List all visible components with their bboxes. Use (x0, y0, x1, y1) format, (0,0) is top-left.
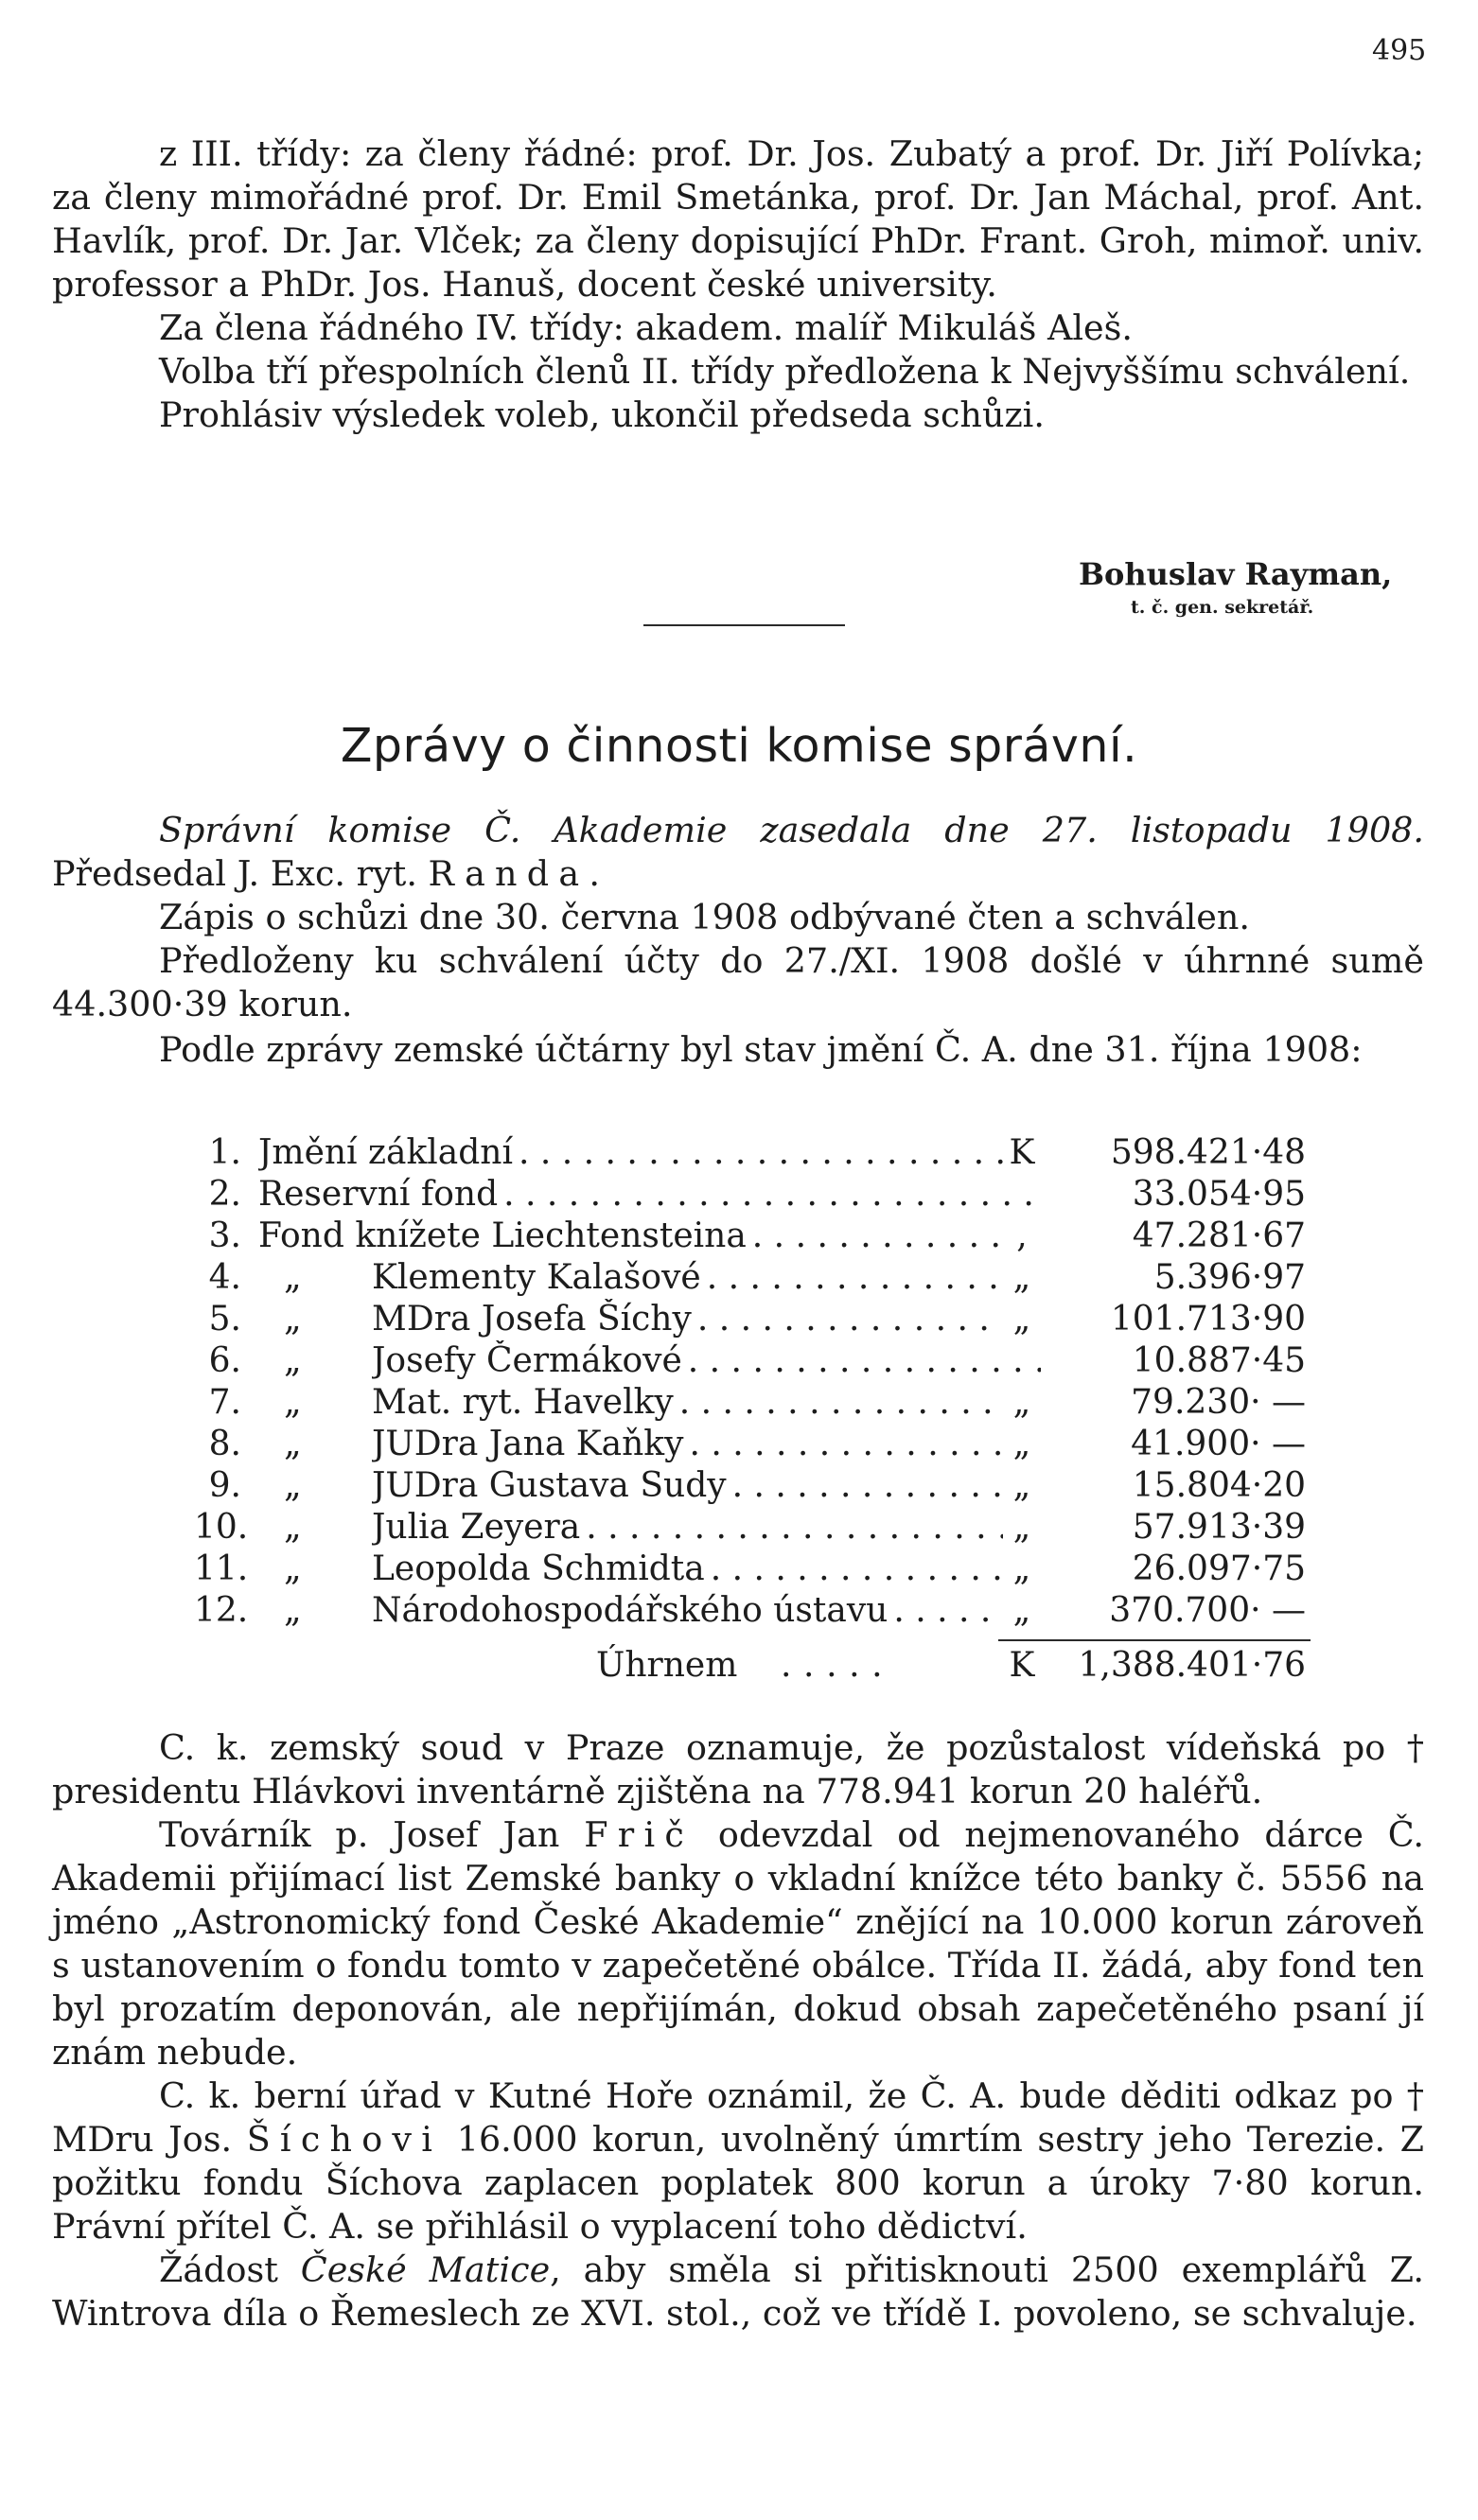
row-name: JUDra Gustava Sudy . . . (372, 1465, 1162, 1507)
row-number: 8. (208, 1425, 241, 1463)
row-amount: 5.396·97 (1041, 1257, 1306, 1299)
row-ditto-mark: „ (284, 1591, 302, 1630)
paragraph-external-members: Volba tří přespolních členů II. třídy předložena k Nejvyššímu schválení. (159, 351, 1411, 392)
p2-end: odevzdal od nejmenovaného dárce Č. Akademii přijímací list Zemské banky o vkladní knížce této banky č. 5556 na jméno „Astronomický fond České Akademie“ znějící na 10.000 korun zároveň s ustanovením o fondu tomto v zapečetěné obálce. Třída II. žádá, aby fond ten byl prozatím deponován, ale nepřijímán, dokud obsah zapečetěného psaní jí znám nebude. (52, 1814, 1424, 2073)
row-currency: „ (1003, 1424, 1041, 1465)
row-currency: „ (1003, 1549, 1041, 1590)
paragraph-assets-intro: Podle zprávy zemské účtárny byl stav jmění Č. A. dne 31. října 1908: (159, 1029, 1363, 1070)
row-amount: 101.713·90 (1041, 1299, 1306, 1340)
session-rest: Předsedal J. Exc. ryt. (52, 853, 429, 894)
session-end: . (589, 853, 600, 894)
row-name: MDra Josefa Šíchy . . . (372, 1299, 1162, 1340)
table-row (194, 1340, 1311, 1382)
paragraph-minutes: Zápis o schůzi dne 30. června 1908 odbývané čten a schválen. (159, 897, 1251, 937)
row-number: 4. (208, 1258, 241, 1297)
row-amount: 598.421·48 (1041, 1132, 1306, 1174)
session-chair-name: Randa (428, 853, 589, 894)
row-name: Leopolda Schmidta . . . (372, 1549, 1162, 1590)
row-name: Reservní fond . . . (258, 1174, 1162, 1216)
row-number: 10. (194, 1508, 249, 1547)
row-ditto-mark: „ (284, 1300, 302, 1339)
paragraph-class-four-member: Za člena řádného IV. třídy: akadem. malíř Mikuláš Aleš. (159, 307, 1133, 348)
row-currency: „ (1003, 1382, 1041, 1424)
row-amount: 370.700· — (1041, 1590, 1306, 1632)
row-name: Fond knížete Liechtensteina . . . (258, 1216, 1162, 1257)
row-currency: „ (1003, 1257, 1041, 1299)
signature-role: t. č. gen. sekretář. (1131, 597, 1314, 618)
paragraph-accounts: Předloženy ku schválení účty do 27./XI. 1908 došlé v úhrnné sumě 44.300·39 korun. (52, 940, 1424, 1024)
p3-spaced-name: Šíchovi (246, 2119, 443, 2160)
row-amount: 33.054·95 (1041, 1174, 1306, 1216)
row-number: 7. (208, 1383, 241, 1422)
row-ditto-mark: „ (284, 1258, 302, 1297)
row-amount: 57.913·39 (1041, 1507, 1306, 1549)
assets-table (194, 1132, 1311, 1685)
p2-spaced-name: Frič (584, 1814, 695, 1855)
row-currency: „ (1003, 1507, 1041, 1549)
commission-section (52, 809, 1424, 1072)
paragraph-hlavka-estate: C. k. zemský soud v Praze oznamuje, že pozůstalost vídeňská po † presidentu Hlávkovi inventárně zjištěna na 778.941 korun 20 haléřů. (52, 1727, 1424, 1811)
table-row (194, 1174, 1311, 1216)
session-italic: Správní komise Č. Akademie zasedala dne 27. listopadu 1908. (159, 810, 1424, 850)
assets-table-rows (194, 1132, 1311, 1632)
row-ditto-mark: „ (284, 1508, 302, 1547)
table-row (194, 1382, 1311, 1424)
row-amount: 47.281·67 (1041, 1216, 1306, 1257)
row-number: 3. (208, 1216, 241, 1255)
row-number: 2. (208, 1175, 241, 1214)
elections-section (52, 132, 1424, 437)
row-name: Jmění základní . . . (258, 1132, 1162, 1174)
table-row (194, 1549, 1311, 1590)
section-separator (643, 624, 845, 626)
row-currency: „ (1003, 1465, 1041, 1507)
total-currency: K (1003, 1645, 1041, 1687)
p4-italic: České Matice (300, 2249, 551, 2290)
row-ditto-mark: „ (284, 1466, 302, 1505)
row-name: Klementy Kalašové . . . (372, 1257, 1162, 1299)
row-number: 11. (194, 1549, 249, 1588)
paragraph-closing: Prohlásiv výsledek voleb, ukončil předseda schůzi. (159, 394, 1045, 435)
row-number: 6. (208, 1341, 241, 1380)
table-row (194, 1216, 1311, 1257)
row-name: JUDra Jana Kaňky . . . (372, 1424, 1162, 1465)
paragraph-matice-request (52, 2249, 1424, 2336)
row-ditto-mark: „ (284, 1549, 302, 1588)
table-row (194, 1132, 1311, 1174)
table-row (194, 1257, 1311, 1299)
p3-start: C. k. berní úřad v Kutné Hoře oznámil, že Č. A. bude děditi odkaz po † MDru Jos. (52, 2075, 1424, 2160)
sum-line (998, 1639, 1311, 1641)
table-row (194, 1465, 1311, 1507)
p3-end: 16.000 korun, uvolněný úmrtím sestry jeho Terezie. Z požitku fondu Šíchova zaplacen poplatek 800 korun a úroky 7·80 korun. Právní přítel Č. A. se přihlásil o vyplacení toho dědictví. (52, 2119, 1424, 2247)
row-amount: 10.887·45 (1041, 1340, 1306, 1382)
total-amount: 1,388.401·76 (1041, 1645, 1306, 1687)
page-number: 495 (1372, 34, 1427, 67)
table-row (194, 1424, 1311, 1465)
p4-start: Žádost (159, 2249, 301, 2290)
row-number: 5. (208, 1300, 241, 1339)
notices-section (52, 1726, 1424, 2336)
row-number: 12. (194, 1591, 249, 1630)
total-label: Úhrnem (596, 1646, 738, 1685)
row-currency: , (1003, 1216, 1041, 1257)
row-number: 9. (208, 1466, 241, 1505)
paragraph-class-three-members: z III. třídy: za členy řádné: prof. Dr. Jos. Zubatý a prof. Dr. Jiří Polívka; za členy mimořádné prof. Dr. Emil Smetánka, prof. Dr. Jan Máchal, prof. Ant. Havlík, prof. Dr. Jar. Vlček; za členy dopisující PhDr. Frant. Groh, mimoř. univ. professor a PhDr. Jos. Hanuš, docent české university. (52, 133, 1424, 305)
row-number: 1. (208, 1133, 241, 1172)
total-dots: ..... (781, 1646, 895, 1685)
row-ditto-mark: „ (284, 1383, 302, 1422)
paragraph-astronomical-fund (52, 1813, 1424, 2074)
row-amount: 15.804·20 (1041, 1465, 1306, 1507)
row-name: Josefy Čermákové . . . (372, 1340, 1162, 1382)
table-row (194, 1507, 1311, 1549)
row-ditto-mark: „ (284, 1425, 302, 1463)
total-row (194, 1645, 1311, 1687)
row-name: Mat. ryt. Havelky . . . (372, 1382, 1162, 1424)
signature-name: Bohuslav Rayman, (1079, 556, 1393, 592)
table-row (194, 1590, 1311, 1632)
row-amount: 26.097·75 (1041, 1549, 1306, 1590)
paragraph-session (52, 809, 1424, 896)
row-name: Národohospodářského ústavu . . . (372, 1590, 1162, 1632)
row-amount: 41.900· — (1041, 1424, 1306, 1465)
paragraph-sicha-bequest (52, 2074, 1424, 2249)
p2-start: Továrník p. Josef Jan (159, 1814, 585, 1855)
row-amount: 79.230· — (1041, 1382, 1306, 1424)
row-name: Julia Zeyera . . . (372, 1507, 1162, 1549)
table-row (194, 1299, 1311, 1340)
row-currency: „ (1003, 1590, 1041, 1632)
row-currency: „ (1003, 1299, 1041, 1340)
p4-end: , aby směla si přitisknouti 2500 exemplářů Z. Wintrova díla o Řemeslech ze XVI. stol., což ve třídě I. povoleno, se schvaluje. (52, 2249, 1424, 2334)
section-heading: Zprávy o činnosti komise správní. (340, 719, 1138, 773)
row-currency: K (1003, 1132, 1041, 1174)
row-ditto-mark: „ (284, 1341, 302, 1380)
